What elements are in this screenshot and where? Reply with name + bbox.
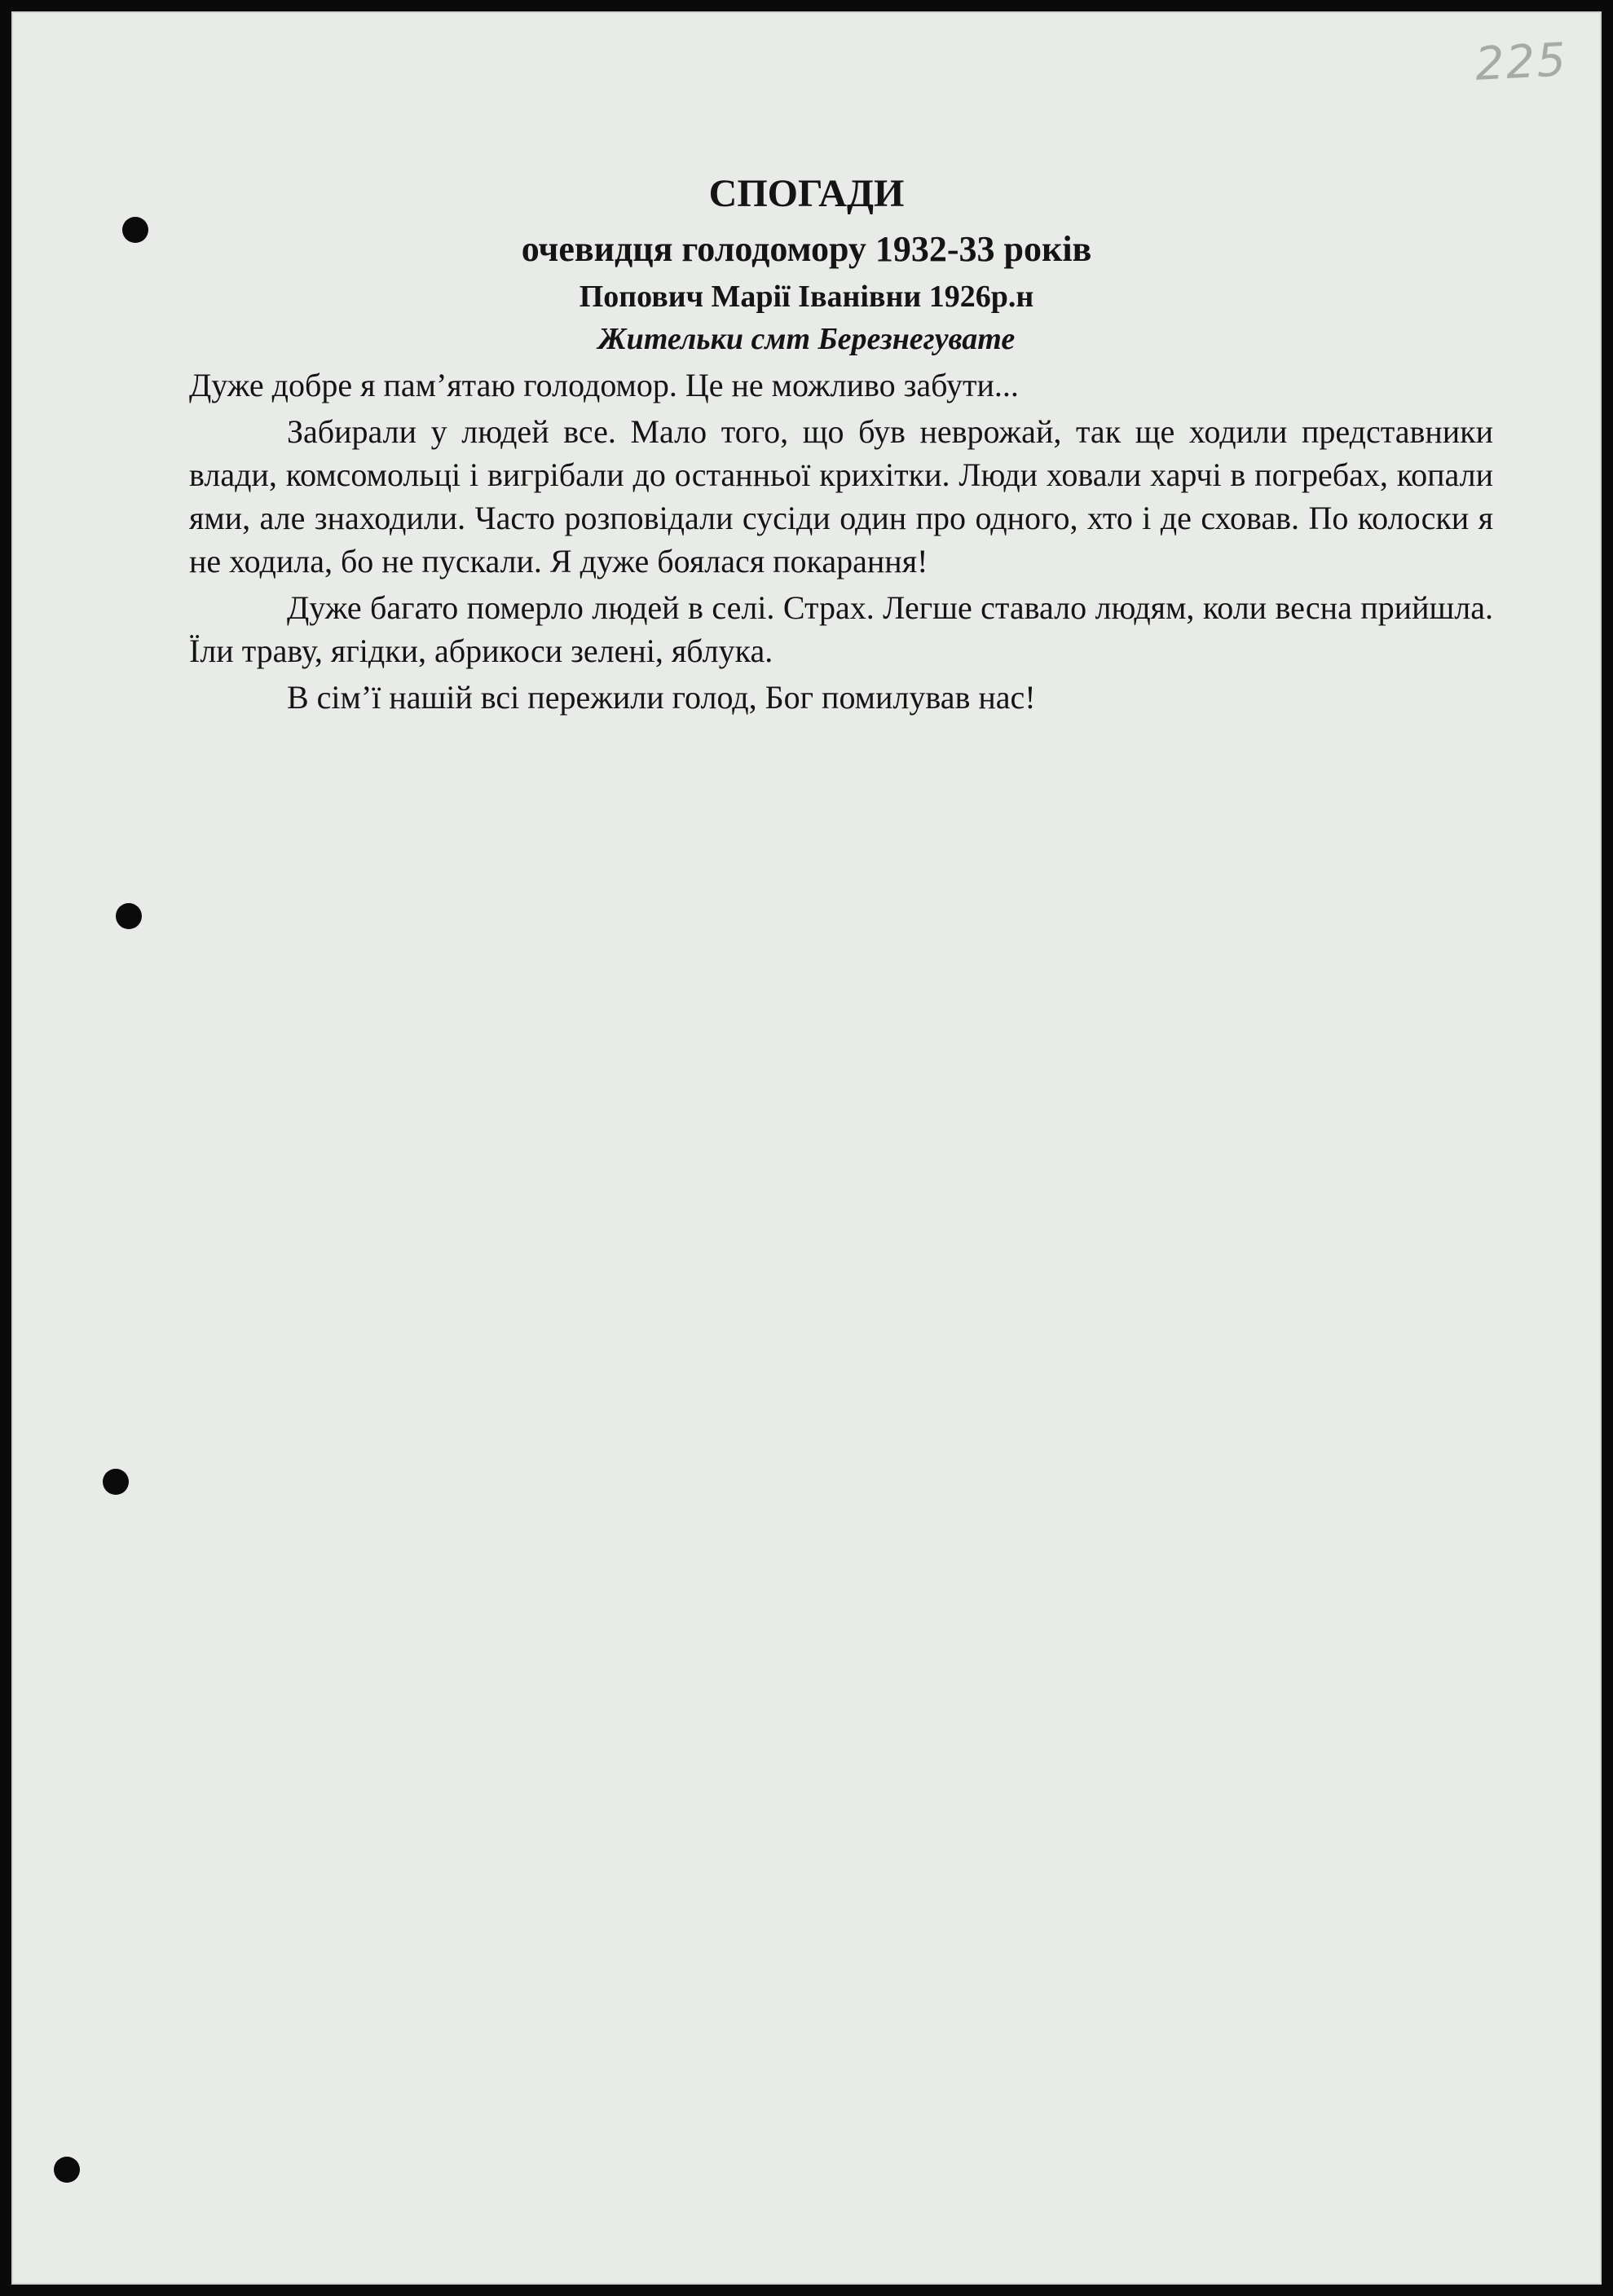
document-subtitle: очевидця голодомору 1932-33 років [521, 229, 1092, 269]
document-title: СПОГАДИ [708, 172, 905, 215]
document-page [11, 11, 1602, 2285]
paragraph-4: В сім’ї нашій всі пережили голод, Бог помилував нас! [287, 679, 1036, 716]
handwritten-page-number: 225 [1474, 33, 1569, 91]
punch-hole-icon [103, 1469, 129, 1495]
witness-name: Попович Марії Іванівни 1926р.н [579, 280, 1034, 314]
paragraph-1: Дуже добре я пам’ятаю голодомор. Це не можливо забути... [189, 367, 1019, 403]
punch-hole-icon [116, 903, 142, 929]
paragraph-3: Дуже багато померло людей в селі. Страх. Легше ставало людям, коли весна прийшла. Їли траву, ягідки, абрикоси зелені, яблука. [189, 589, 1493, 669]
witness-residence: Жительки смт Березнегувате [597, 322, 1016, 356]
paragraph-2: Забирали у людей все. Мало того, що був неврожай, так ще ходили представники влади, комсомольці і вигрібали до останньої крихітки. Люди ховали харчі в погребах, копали ями, але знаходили. Часто розповідали сусіди один про одного, хто і де сховав. По колоски я не ходила, бо не пускали. Я дуже боялася покарання! [189, 413, 1493, 580]
document-body [189, 364, 1493, 719]
punch-hole-icon [54, 2157, 80, 2183]
